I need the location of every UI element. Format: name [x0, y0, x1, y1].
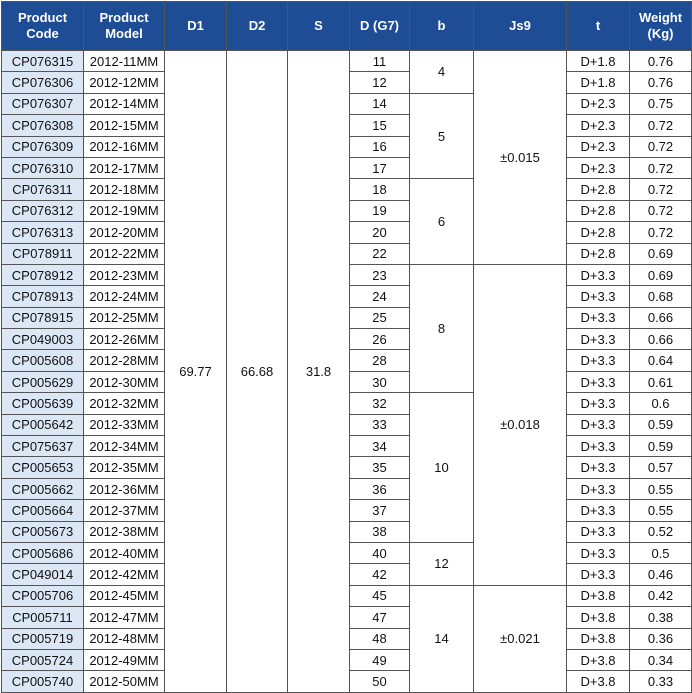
cell-product-code: CP076315 [2, 51, 84, 72]
cell-d-g7: 42 [350, 564, 410, 585]
cell-t: D+2.3 [567, 93, 630, 114]
header-weight: Weight (Kg) [630, 2, 692, 51]
cell-product-model: 2012-25MM [84, 307, 165, 328]
cell-weight: 0.69 [630, 264, 692, 285]
cell-d-g7: 32 [350, 393, 410, 414]
cell-d-g7: 35 [350, 457, 410, 478]
header-d2: D2 [227, 2, 288, 51]
cell-d-g7: 14 [350, 93, 410, 114]
cell-t: D+2.3 [567, 115, 630, 136]
cell-t: D+3.3 [567, 457, 630, 478]
cell-product-model: 2012-37MM [84, 500, 165, 521]
cell-t: D+2.8 [567, 200, 630, 221]
cell-product-model: 2012-50MM [84, 671, 165, 692]
cell-product-model: 2012-28MM [84, 350, 165, 371]
header-d-g7: D (G7) [350, 2, 410, 51]
cell-t: D+3.3 [567, 478, 630, 499]
cell-product-model: 2012-12MM [84, 72, 165, 93]
cell-weight: 0.42 [630, 585, 692, 606]
cell-product-model: 2012-49MM [84, 649, 165, 670]
cell-weight: 0.76 [630, 72, 692, 93]
cell-d-g7: 19 [350, 200, 410, 221]
cell-t: D+3.3 [567, 371, 630, 392]
cell-product-model: 2012-33MM [84, 414, 165, 435]
cell-product-code: CP005639 [2, 393, 84, 414]
cell-weight: 0.59 [630, 436, 692, 457]
cell-product-model: 2012-38MM [84, 521, 165, 542]
cell-t: D+3.3 [567, 393, 630, 414]
cell-product-model: 2012-23MM [84, 264, 165, 285]
cell-product-code: CP076309 [2, 136, 84, 157]
cell-d-g7: 17 [350, 157, 410, 178]
cell-product-code: CP005740 [2, 671, 84, 692]
cell-weight: 0.36 [630, 628, 692, 649]
cell-t: D+3.3 [567, 564, 630, 585]
cell-weight: 0.69 [630, 243, 692, 264]
cell-weight: 0.72 [630, 157, 692, 178]
cell-b: 8 [410, 264, 474, 392]
cell-t: D+3.3 [567, 329, 630, 350]
cell-product-model: 2012-36MM [84, 478, 165, 499]
cell-t: D+1.8 [567, 51, 630, 72]
cell-product-code: CP049014 [2, 564, 84, 585]
cell-product-model: 2012-22MM [84, 243, 165, 264]
cell-t: D+3.8 [567, 585, 630, 606]
cell-t: D+3.8 [567, 628, 630, 649]
cell-product-code: CP076308 [2, 115, 84, 136]
cell-t: D+3.8 [567, 649, 630, 670]
cell-product-code: CP005608 [2, 350, 84, 371]
cell-product-model: 2012-30MM [84, 371, 165, 392]
cell-b: 6 [410, 179, 474, 265]
cell-weight: 0.66 [630, 307, 692, 328]
cell-product-model: 2012-26MM [84, 329, 165, 350]
cell-product-code: CP005719 [2, 628, 84, 649]
cell-d-g7: 18 [350, 179, 410, 200]
cell-product-code: CP076310 [2, 157, 84, 178]
cell-weight: 0.76 [630, 51, 692, 72]
cell-d-g7: 45 [350, 585, 410, 606]
cell-product-code: CP049003 [2, 329, 84, 350]
cell-d-g7: 38 [350, 521, 410, 542]
cell-t: D+3.3 [567, 436, 630, 457]
header-b: b [410, 2, 474, 51]
cell-d-g7: 28 [350, 350, 410, 371]
cell-d-g7: 11 [350, 51, 410, 72]
cell-product-model: 2012-11MM [84, 51, 165, 72]
cell-weight: 0.72 [630, 179, 692, 200]
cell-weight: 0.6 [630, 393, 692, 414]
cell-product-code: CP078911 [2, 243, 84, 264]
cell-weight: 0.72 [630, 136, 692, 157]
cell-product-model: 2012-40MM [84, 542, 165, 563]
cell-d-g7: 16 [350, 136, 410, 157]
cell-product-code: CP005724 [2, 649, 84, 670]
cell-d-g7: 12 [350, 72, 410, 93]
cell-d-g7: 48 [350, 628, 410, 649]
cell-t: D+2.3 [567, 157, 630, 178]
header-row [2, 2, 692, 51]
cell-weight: 0.55 [630, 500, 692, 521]
cell-product-code: CP005686 [2, 542, 84, 563]
cell-product-code: CP076311 [2, 179, 84, 200]
table-row [2, 51, 692, 72]
cell-weight: 0.68 [630, 286, 692, 307]
cell-product-model: 2012-20MM [84, 222, 165, 243]
cell-d-g7: 26 [350, 329, 410, 350]
cell-t: D+3.3 [567, 307, 630, 328]
cell-weight: 0.64 [630, 350, 692, 371]
cell-product-code: CP076313 [2, 222, 84, 243]
header-d1: D1 [165, 2, 227, 51]
cell-js9: ±0.021 [474, 585, 567, 692]
cell-d-g7: 49 [350, 649, 410, 670]
cell-b: 12 [410, 542, 474, 585]
cell-t: D+1.8 [567, 72, 630, 93]
cell-product-model: 2012-32MM [84, 393, 165, 414]
cell-t: D+3.8 [567, 607, 630, 628]
cell-t: D+3.3 [567, 521, 630, 542]
cell-product-model: 2012-45MM [84, 585, 165, 606]
cell-weight: 0.34 [630, 649, 692, 670]
cell-product-model: 2012-42MM [84, 564, 165, 585]
cell-product-model: 2012-34MM [84, 436, 165, 457]
cell-b: 5 [410, 93, 474, 179]
cell-product-code: CP075637 [2, 436, 84, 457]
cell-product-code: CP005673 [2, 521, 84, 542]
cell-t: D+2.8 [567, 243, 630, 264]
cell-product-model: 2012-15MM [84, 115, 165, 136]
cell-weight: 0.66 [630, 329, 692, 350]
cell-d-g7: 47 [350, 607, 410, 628]
cell-t: D+3.3 [567, 286, 630, 307]
cell-weight: 0.61 [630, 371, 692, 392]
cell-weight: 0.75 [630, 93, 692, 114]
header-t: t [567, 2, 630, 51]
cell-js9: ±0.018 [474, 264, 567, 585]
cell-product-code: CP076307 [2, 93, 84, 114]
cell-d2: 66.68 [227, 51, 288, 693]
header-s: S [288, 2, 350, 51]
cell-js9: ±0.015 [474, 51, 567, 265]
spec-table [1, 1, 692, 693]
cell-product-model: 2012-35MM [84, 457, 165, 478]
cell-d-g7: 33 [350, 414, 410, 435]
cell-d-g7: 23 [350, 264, 410, 285]
cell-weight: 0.52 [630, 521, 692, 542]
cell-weight: 0.72 [630, 115, 692, 136]
cell-weight: 0.33 [630, 671, 692, 692]
cell-b: 4 [410, 51, 474, 94]
cell-weight: 0.57 [630, 457, 692, 478]
cell-product-model: 2012-14MM [84, 93, 165, 114]
cell-t: D+3.3 [567, 350, 630, 371]
cell-d-g7: 50 [350, 671, 410, 692]
cell-weight: 0.38 [630, 607, 692, 628]
cell-product-code: CP005706 [2, 585, 84, 606]
cell-weight: 0.72 [630, 200, 692, 221]
cell-product-code: CP005711 [2, 607, 84, 628]
cell-product-model: 2012-19MM [84, 200, 165, 221]
cell-b: 14 [410, 585, 474, 692]
cell-product-model: 2012-48MM [84, 628, 165, 649]
cell-d-g7: 22 [350, 243, 410, 264]
cell-d-g7: 30 [350, 371, 410, 392]
cell-d1: 69.77 [165, 51, 227, 693]
cell-product-model: 2012-17MM [84, 157, 165, 178]
cell-t: D+2.8 [567, 222, 630, 243]
cell-product-code: CP078913 [2, 286, 84, 307]
cell-t: D+3.3 [567, 500, 630, 521]
cell-product-code: CP005642 [2, 414, 84, 435]
cell-t: D+3.3 [567, 414, 630, 435]
cell-product-model: 2012-24MM [84, 286, 165, 307]
cell-b: 10 [410, 393, 474, 543]
cell-weight: 0.72 [630, 222, 692, 243]
cell-t: D+3.8 [567, 671, 630, 692]
cell-weight: 0.55 [630, 478, 692, 499]
cell-product-code: CP005662 [2, 478, 84, 499]
cell-product-code: CP076306 [2, 72, 84, 93]
header-product-model: Product Model [84, 2, 165, 51]
cell-weight: 0.46 [630, 564, 692, 585]
cell-product-code: CP076312 [2, 200, 84, 221]
cell-product-model: 2012-47MM [84, 607, 165, 628]
cell-product-code: CP078915 [2, 307, 84, 328]
cell-d-g7: 25 [350, 307, 410, 328]
cell-d-g7: 24 [350, 286, 410, 307]
cell-t: D+2.8 [567, 179, 630, 200]
cell-product-code: CP078912 [2, 264, 84, 285]
table-body [2, 51, 692, 693]
cell-t: D+3.3 [567, 264, 630, 285]
cell-d-g7: 20 [350, 222, 410, 243]
cell-d-g7: 34 [350, 436, 410, 457]
header-product-code: Product Code [2, 2, 84, 51]
cell-t: D+2.3 [567, 136, 630, 157]
cell-product-code: CP005629 [2, 371, 84, 392]
cell-product-model: 2012-18MM [84, 179, 165, 200]
cell-product-model: 2012-16MM [84, 136, 165, 157]
cell-d-g7: 37 [350, 500, 410, 521]
cell-d-g7: 40 [350, 542, 410, 563]
cell-weight: 0.5 [630, 542, 692, 563]
cell-product-code: CP005653 [2, 457, 84, 478]
header-js9: Js9 [474, 2, 567, 51]
cell-product-code: CP005664 [2, 500, 84, 521]
cell-d-g7: 36 [350, 478, 410, 499]
cell-t: D+3.3 [567, 542, 630, 563]
cell-s: 31.8 [288, 51, 350, 693]
cell-weight: 0.59 [630, 414, 692, 435]
cell-d-g7: 15 [350, 115, 410, 136]
